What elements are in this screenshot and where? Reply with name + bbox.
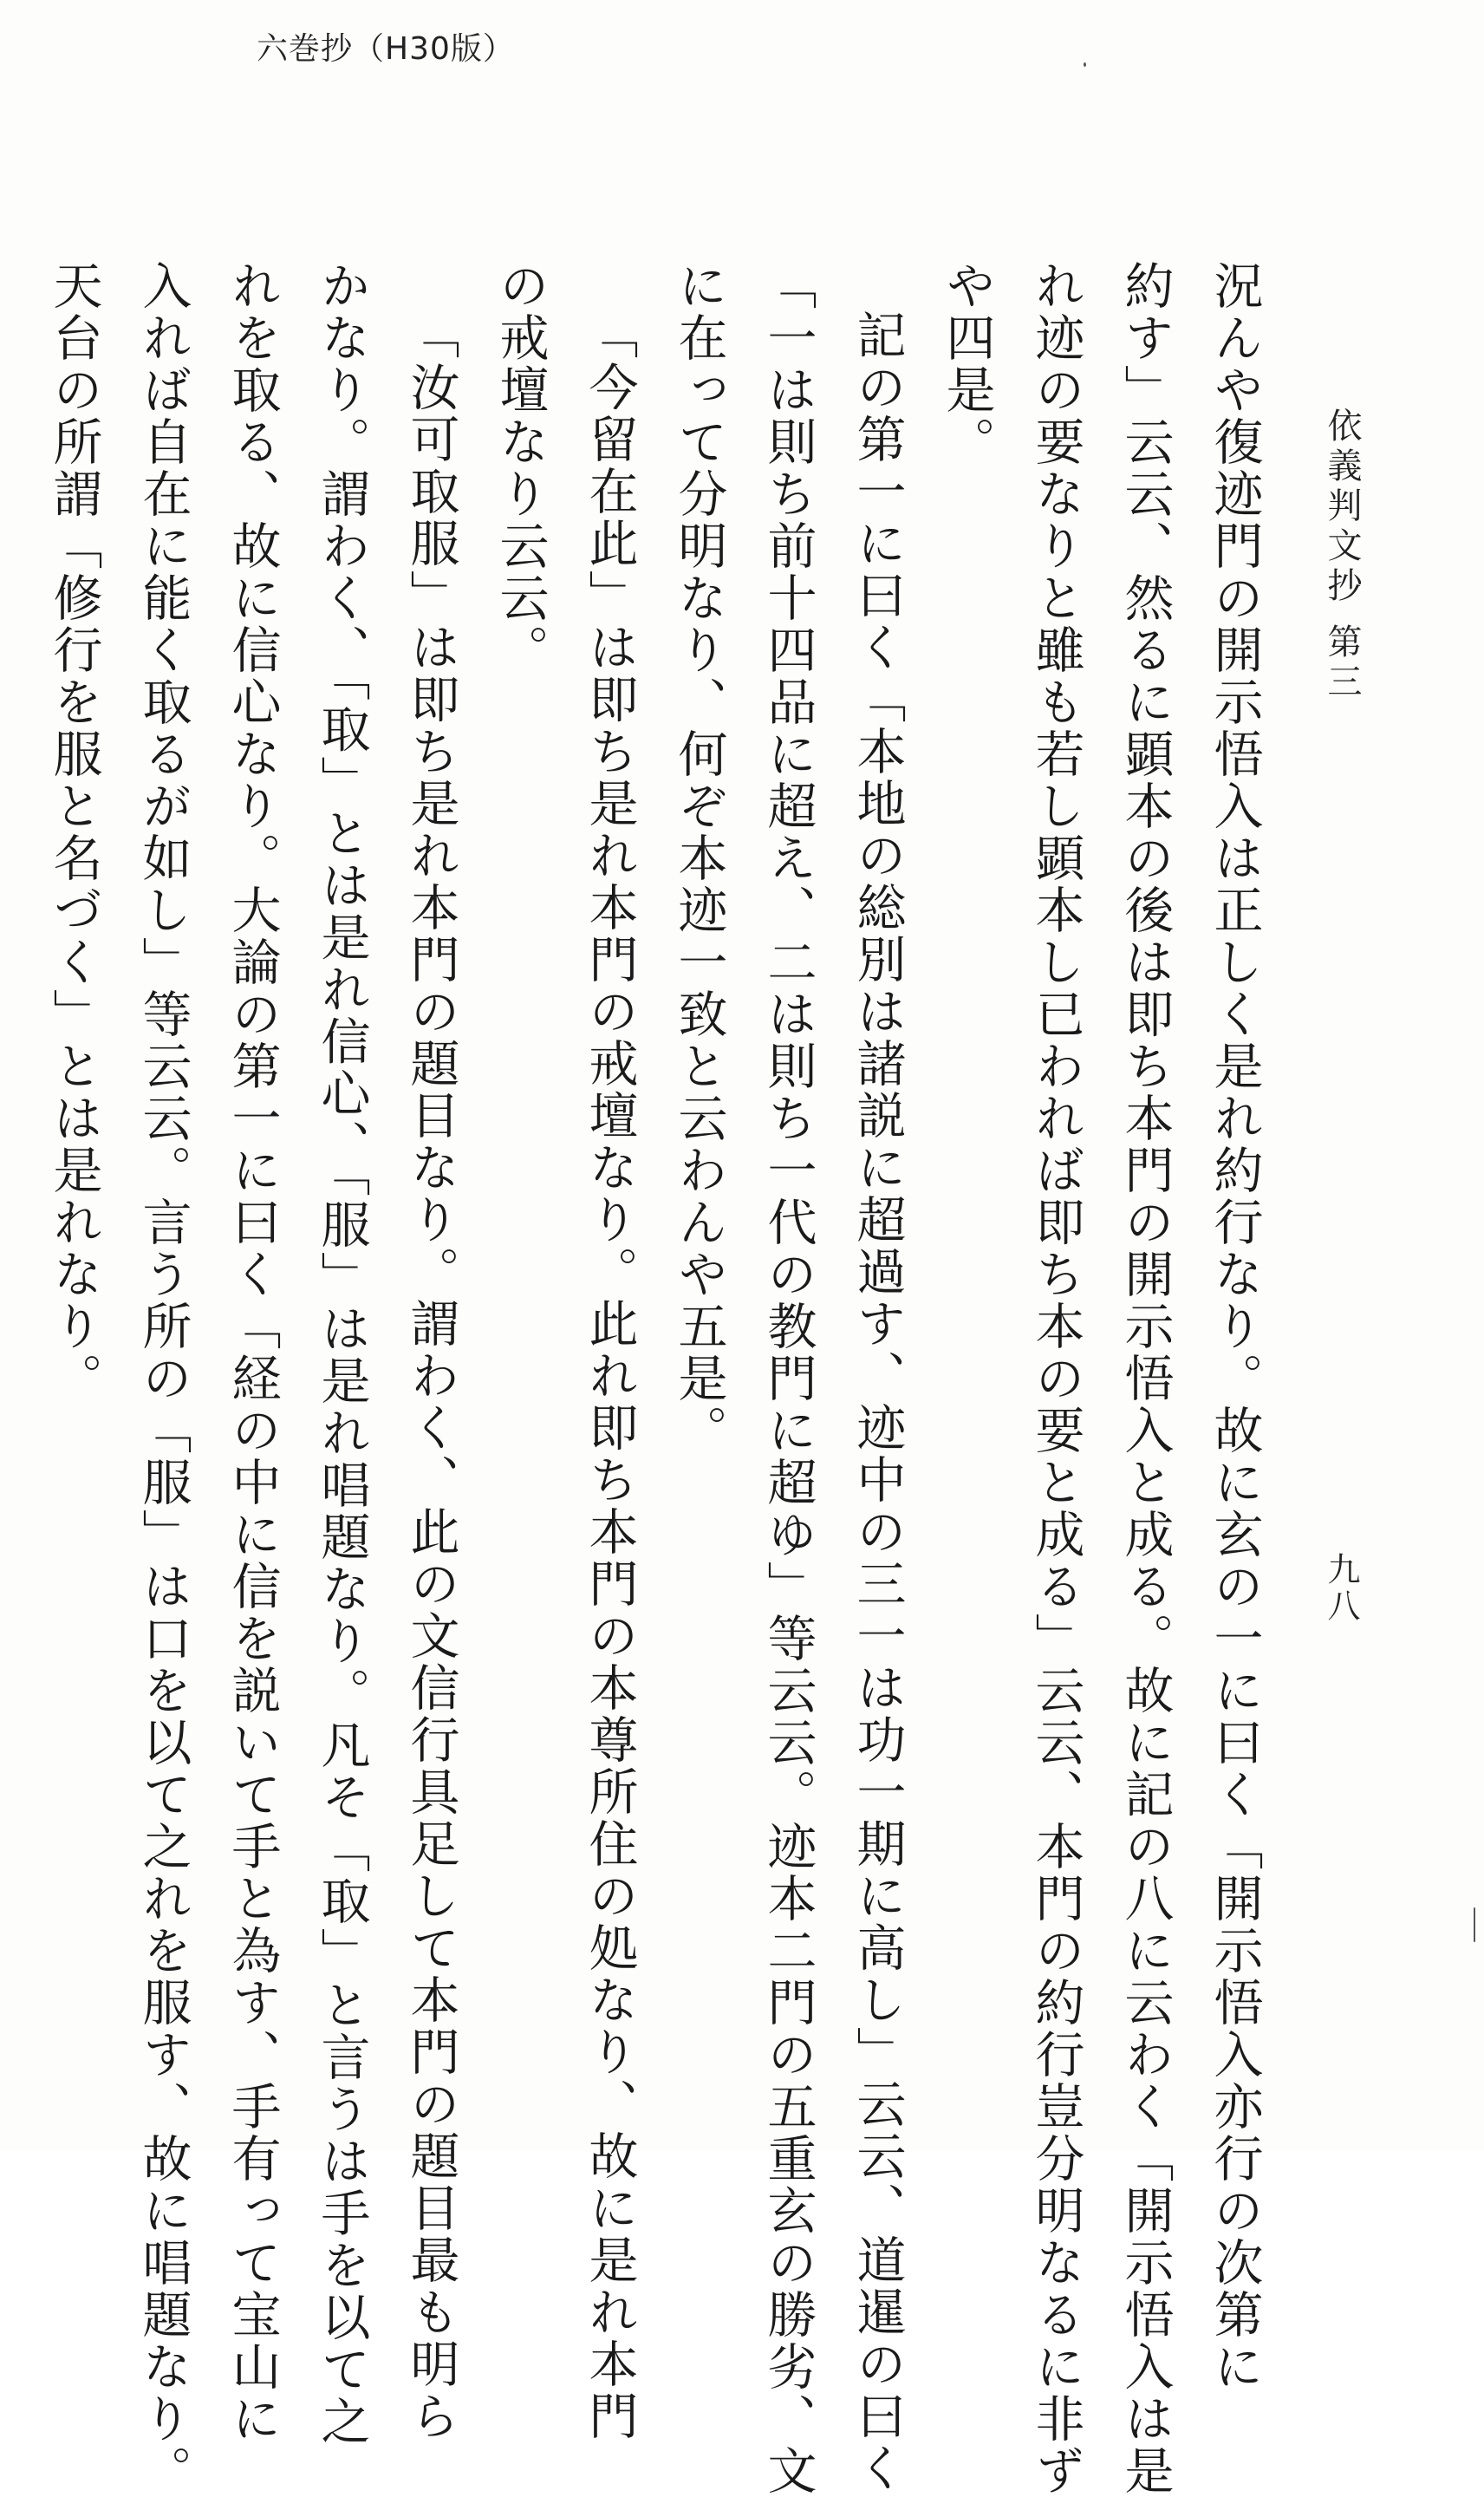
text-column: 「一は則ち前十四品に超え、二は則ち一代の教門に超ゆ」等云云。迹本二門の五重玄の勝劣、文 <box>759 260 817 2497</box>
text-column: 記の第一に曰く「本地の総別は諸説に超過す、迹中の三一は功一期に高し」云云、道暹の曰く <box>849 310 906 2494</box>
text-column: れを取る、故に信心なり。大論の第一に曰く「経の中に信を説いて手と為す、手有って宝山に <box>224 260 281 2445</box>
edition-label: 六巻抄（H30版） <box>257 31 515 67</box>
text-column: れ迹の要なりと雖も若し顕本し已われば即ち本の要と成る」云云、本門の約行豈分明なるに非ず <box>1027 260 1084 2497</box>
body-text <box>45 260 1279 2497</box>
text-column: かなり。謂わく、「取」とは是れ信心、「服」は是れ唱題なり。凡そ「取」と言うは手を以て之 <box>313 260 370 2448</box>
text-column: 「今留在此」は即ち是れ本門の戒壇なり。此れ即ち本門の本尊所住の処なり、故に是れ本門 <box>581 310 638 2442</box>
text-column: 入れば自在に能く取るが如し」等云云。言う所の「服」は口を以て之れを服す、故に唱題なり。 <box>134 260 192 2497</box>
text-column: 約す」云云、然るに顕本の後は即ち本門の開示悟入と成る。故に記の八に云わく「開示悟入は是 <box>1116 260 1174 2497</box>
page-number: 九八 <box>1322 1552 1360 1625</box>
running-head: 依義判文抄 第三 <box>1322 407 1362 703</box>
text-column: に在って分明なり、何ぞ本迹一致と云わんや五是。 <box>670 260 727 1457</box>
scan-speck <box>1084 62 1086 67</box>
scan-speck <box>1474 1907 1475 1942</box>
text-column: 況んや復迹門の開示悟入は正しく是れ約行なり。故に玄の一に曰く「開示悟入亦行の次第に <box>1206 260 1263 2393</box>
text-column: の戒壇なり云云。 <box>491 260 549 676</box>
text-column: や四是。 <box>938 260 995 468</box>
text-column: 「汝可取服」は即ち是れ本門の題目なり。謂わく、此の文信行具足して本門の題目最も明ら <box>402 310 459 2442</box>
text-column: 天台の所謂「修行を服と名づく」とは是れなり。 <box>45 260 102 1405</box>
